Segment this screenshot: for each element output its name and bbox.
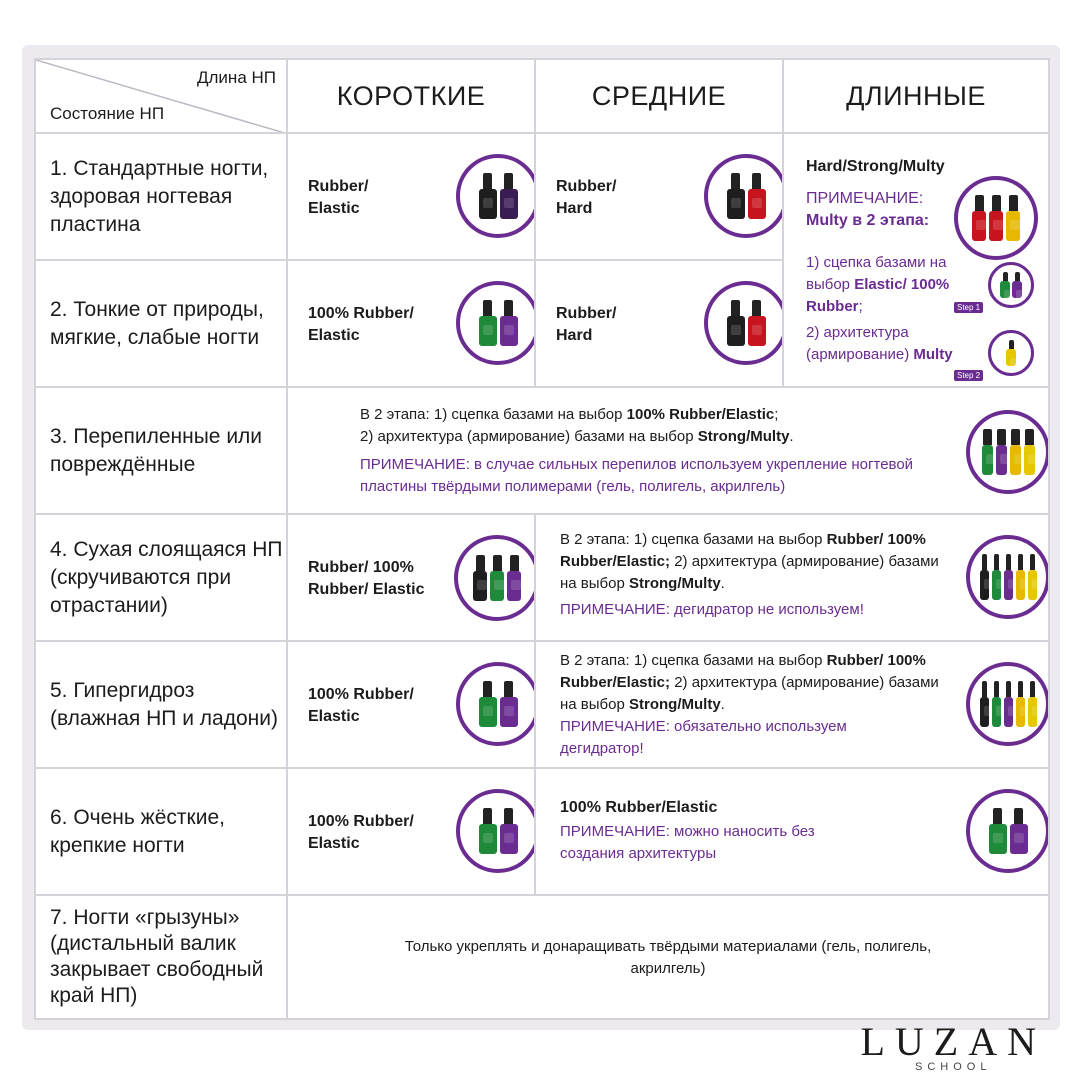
luzan-school-logo — [860, 1018, 1046, 1073]
table-row — [35, 514, 1049, 641]
bottles-image — [966, 410, 1049, 494]
table-row — [35, 768, 1049, 895]
bottle-image-small — [988, 330, 1034, 376]
base-label: Rubber/ Hard — [556, 304, 617, 344]
bottle-icon — [1016, 681, 1025, 727]
base-label: 100% Rubber/ Elastic — [308, 812, 414, 852]
step-text: В 2 этапа: 1) сцепка базами на выбор Rubber/ 100% Rubber/Elastic; 2) архитектура (армирование) базами на выбор Strong/Multy. — [560, 531, 939, 592]
bottles-image-small — [988, 262, 1034, 308]
header-corner-cell — [35, 59, 287, 133]
bottles-image — [454, 535, 535, 621]
short-cell — [287, 260, 535, 387]
column-short: КОРОТКИЕ — [287, 59, 535, 133]
base-label: 100% Rubber/ Elastic — [308, 685, 414, 725]
bottle-icon — [727, 300, 745, 346]
table-row — [35, 387, 1049, 514]
bottle-icon — [980, 681, 989, 727]
medium-cell — [535, 133, 783, 260]
bottle-icon — [996, 429, 1007, 475]
bottle-icon — [1024, 429, 1035, 475]
bottles-image — [704, 281, 783, 365]
bottle-icon — [989, 808, 1007, 854]
bottle-icon — [727, 173, 745, 219]
bottle-icon — [1006, 340, 1016, 366]
bottles-image — [954, 176, 1038, 260]
note-text: Только укреплять и донаращивать твёрдыми материалами (гель, полигель, акрилгель) — [404, 938, 932, 977]
bottle-icon — [479, 681, 497, 727]
logo-sub: SCHOOL — [915, 1061, 992, 1073]
row-name: 7. Ногти «грызуны» (дистальный валик закрывает свободный край НП) — [35, 895, 287, 1019]
base-label: 100% Rubber/Elastic — [560, 799, 718, 816]
merged-cell — [287, 895, 1049, 1019]
base-label: Rubber/ Hard — [556, 177, 617, 217]
row-name: 5. Гипергидроз (влажная НП и ладони) — [35, 641, 287, 768]
note-text: ПРИМЕЧАНИЕ: обязательно используем дегидратор! — [560, 718, 847, 757]
short-cell — [287, 768, 535, 895]
bottles-image — [456, 789, 535, 873]
column-medium: СРЕДНИЕ — [535, 59, 783, 133]
bottle-icon — [1012, 272, 1022, 298]
bottle-icon — [992, 681, 1001, 727]
bottle-icon — [1000, 272, 1010, 298]
long-title: Hard/Strong/Multy — [806, 158, 945, 175]
step2-badge: Step 2 — [954, 370, 983, 381]
note-text: ПРИМЕЧАНИЕ: дегидратор не используем! — [560, 601, 864, 618]
bottle-icon — [479, 173, 497, 219]
bottle-icon — [1010, 808, 1028, 854]
short-cell — [287, 514, 535, 641]
bottle-icon — [1004, 554, 1013, 600]
bottle-icon — [992, 554, 1001, 600]
bottles-image — [456, 281, 535, 365]
bottles-image — [456, 154, 535, 238]
base-label: 100% Rubber/ Elastic — [308, 304, 414, 344]
bottle-icon — [500, 681, 518, 727]
long-step1-text: 1) сцепка базами на выбор Elastic/ 100% Rubber; — [806, 254, 950, 315]
row-name: 3. Перепиленные или повреждённые — [35, 387, 287, 514]
base-label: Rubber/ Elastic — [308, 177, 369, 217]
step-line-2: 2) архитектура (армирование) базами на выбор Strong/Multy. — [360, 428, 794, 445]
bottle-icon — [500, 300, 518, 346]
base-label: Rubber/ 100% Rubber/ Elastic — [308, 558, 425, 598]
bottle-icon — [500, 808, 518, 854]
bottle-icon — [1006, 195, 1020, 241]
row-name: 6. Очень жёсткие, крепкие ногти — [35, 768, 287, 895]
bottle-icon — [479, 300, 497, 346]
bottle-icon — [1028, 681, 1037, 727]
merged-cell — [287, 387, 1049, 514]
bottles-image — [456, 662, 535, 746]
state-label: Состояние НП — [50, 104, 165, 123]
bottle-icon — [479, 808, 497, 854]
step1-badge: Step 1 — [954, 302, 983, 313]
table-row — [35, 133, 1049, 260]
bottles-image — [966, 789, 1049, 873]
merged-cell — [535, 768, 1049, 895]
note-text: ПРИМЕЧАНИЕ: можно наносить без создания архитектуры — [560, 823, 815, 862]
bottle-icon — [982, 429, 993, 475]
bottle-icon — [507, 555, 521, 601]
bottle-icon — [748, 300, 766, 346]
bottles-image — [704, 154, 783, 238]
merged-cell — [535, 641, 1049, 768]
bottle-icon — [1004, 681, 1013, 727]
long-cell-merged — [783, 133, 1049, 387]
long-note-text: Multy в 2 этапа: — [806, 212, 930, 229]
table-row — [35, 895, 1049, 1019]
bottle-icon — [748, 173, 766, 219]
long-step2-text: 2) архитектура (армирование) Multy — [806, 324, 953, 363]
step-line-1: В 2 этапа: 1) сцепка базами на выбор 100% Rubber/Elastic; — [360, 406, 779, 423]
table-row — [35, 641, 1049, 768]
bottle-icon — [500, 173, 518, 219]
bottle-icon — [980, 554, 989, 600]
bottle-icon — [989, 195, 1003, 241]
header-row — [35, 59, 1049, 133]
merged-cell — [535, 514, 1049, 641]
row-name: 4. Сухая слоящаяся НП (скручиваются при отрастании) — [35, 514, 287, 641]
long-note-label: ПРИМЕЧАНИЕ: — [806, 190, 924, 207]
column-long: ДЛИННЫЕ — [783, 59, 1049, 133]
row-name: 1. Стандартные ногти, здоровая ногтевая пластина — [35, 133, 287, 260]
short-cell — [287, 133, 535, 260]
length-label: Длина НП — [197, 68, 276, 87]
bottle-icon — [1028, 554, 1037, 600]
bottle-icon — [1016, 554, 1025, 600]
bottle-icon — [972, 195, 986, 241]
bottles-image — [966, 535, 1049, 619]
bottle-icon — [473, 555, 487, 601]
bottle-icon — [490, 555, 504, 601]
short-cell — [287, 641, 535, 768]
bottles-image — [966, 662, 1049, 746]
logo-main: LUZAN — [860, 1019, 1046, 1064]
nail-base-table — [34, 58, 1050, 1020]
row-name: 2. Тонкие от природы, мягкие, слабые ногти — [35, 260, 287, 387]
note-text: ПРИМЕЧАНИЕ: в случае сильных перепилов используем укрепление ногтевой пластины твёрдыми полимерами (гель, полигель, акрилгель) — [360, 456, 914, 495]
bottle-icon — [1010, 429, 1021, 475]
step-text: В 2 этапа: 1) сцепка базами на выбор Rubber/ 100% Rubber/Elastic; 2) архитектура (армирование) базами на выбор Strong/Multy. — [560, 652, 939, 713]
medium-cell — [535, 260, 783, 387]
